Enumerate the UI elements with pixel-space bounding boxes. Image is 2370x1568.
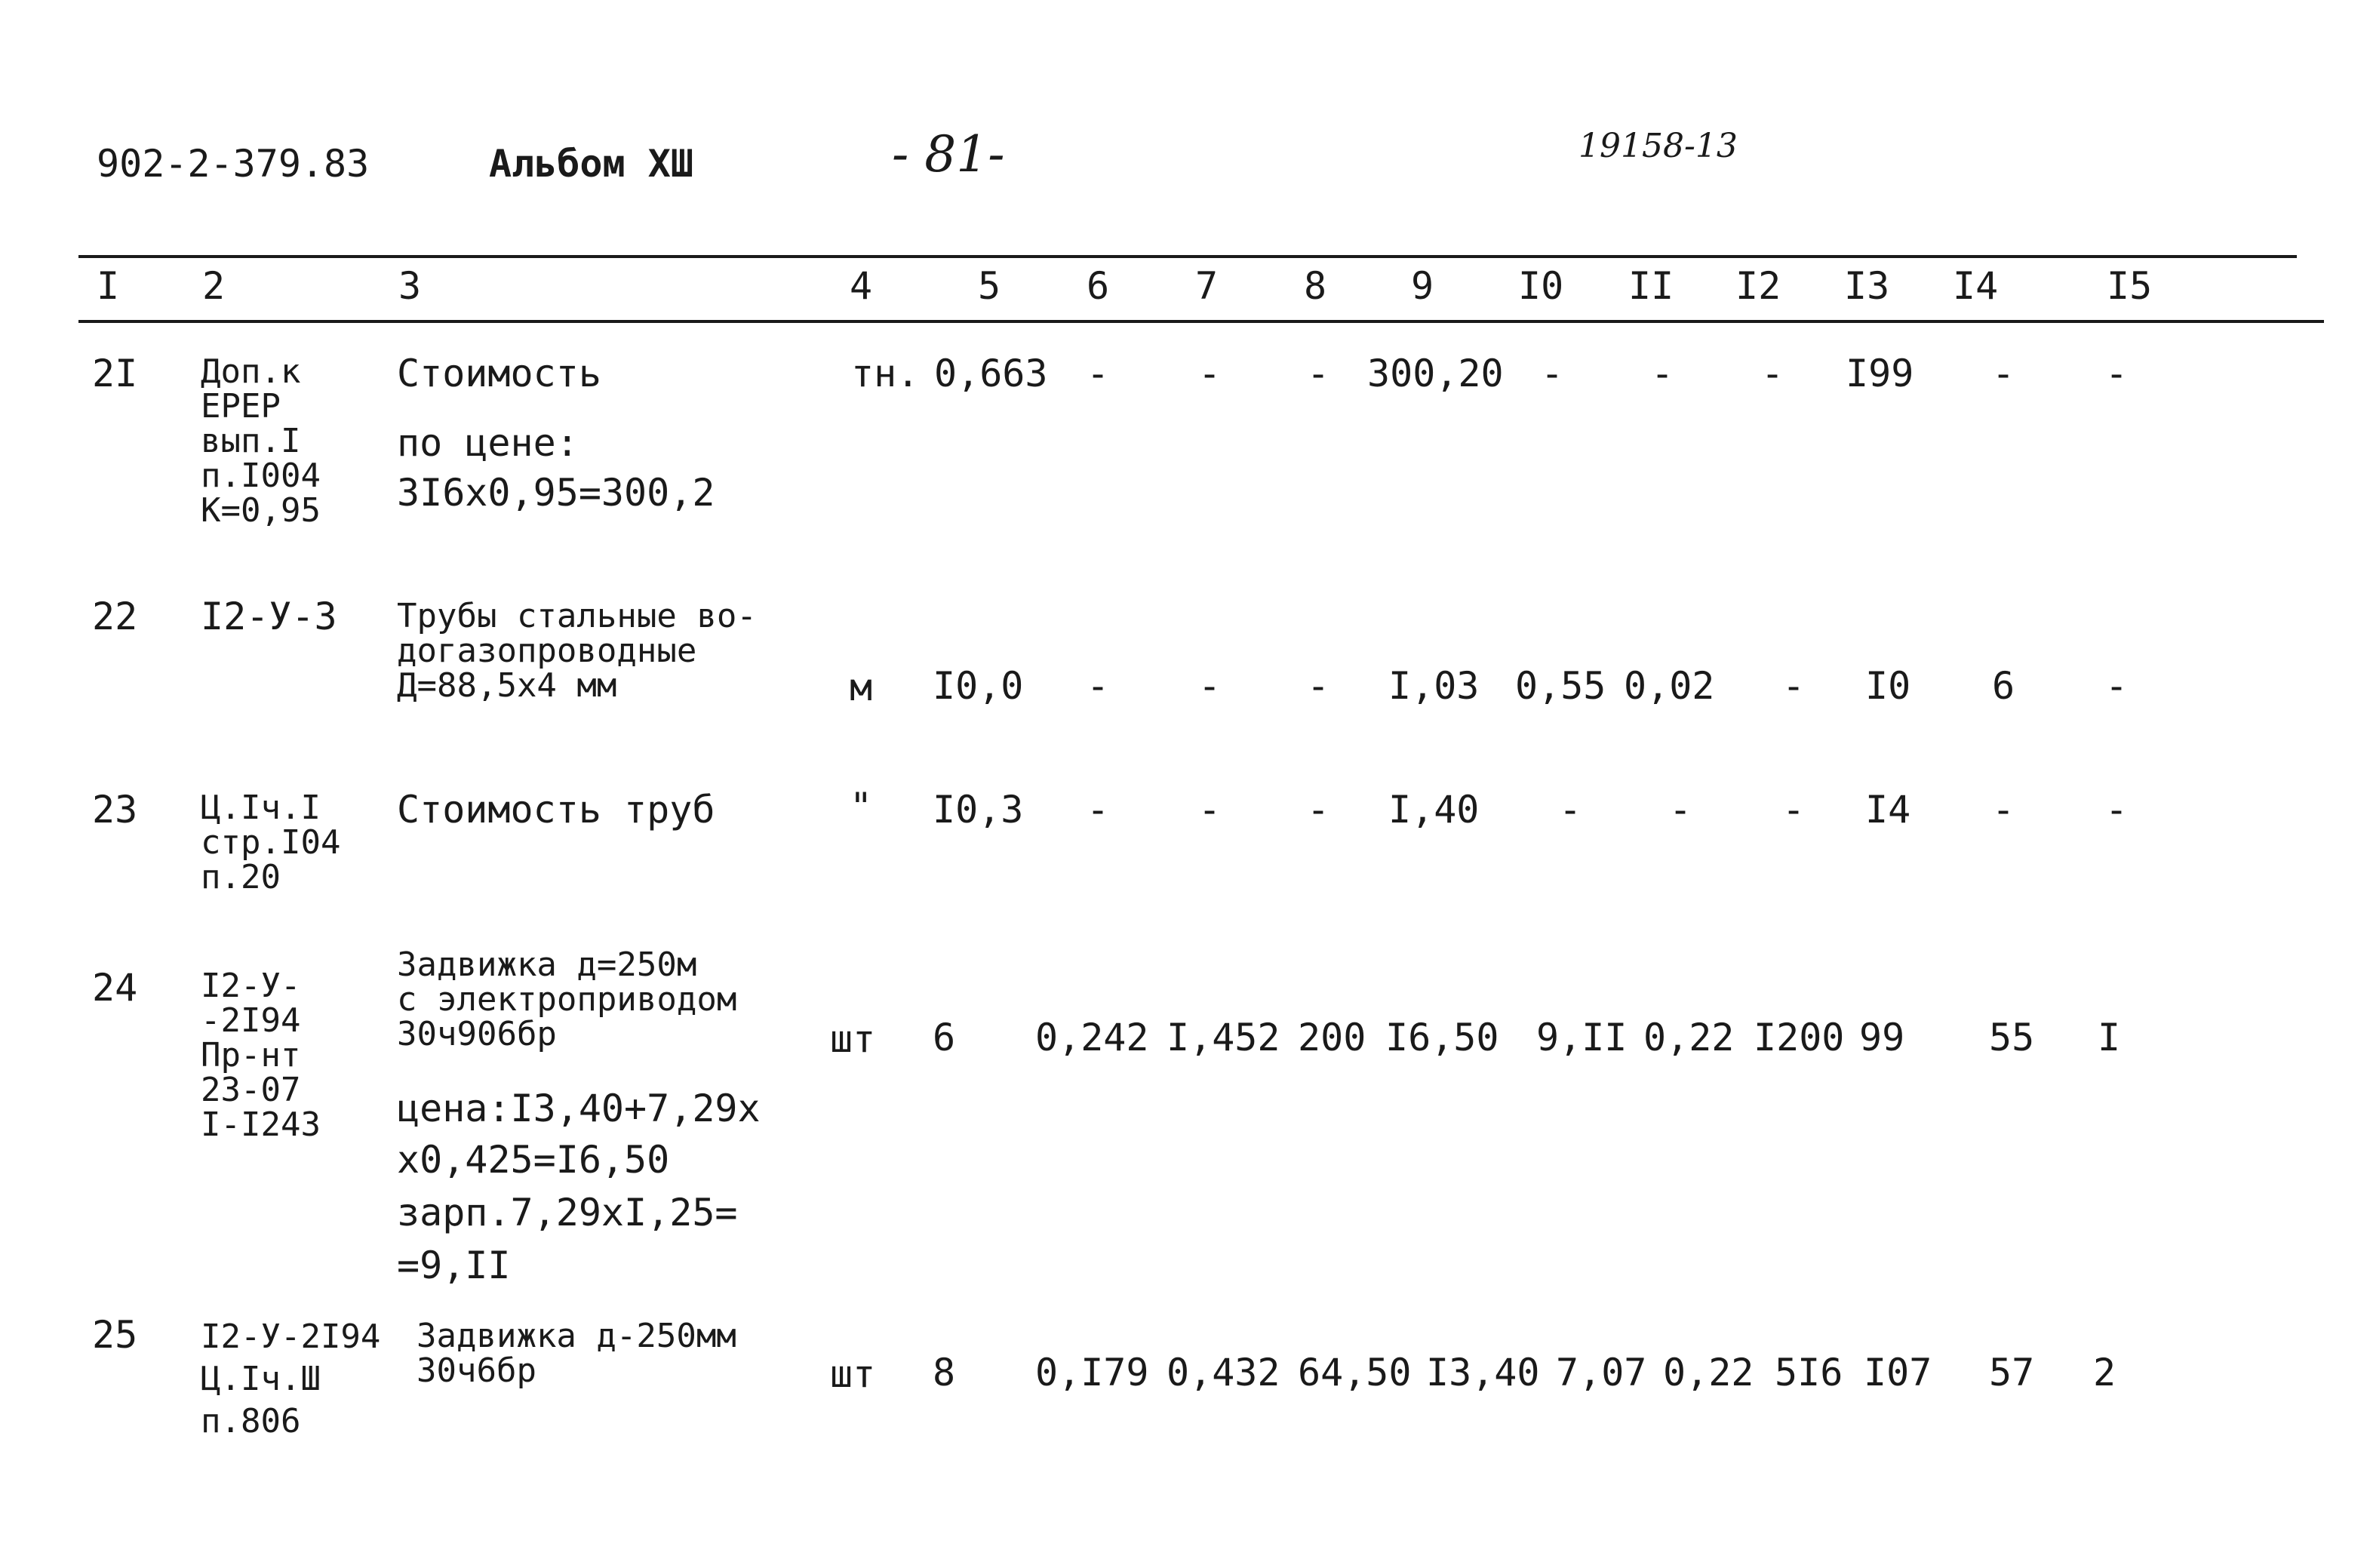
cell-col-10: 9,II (1536, 1016, 1628, 1059)
unit-cell: шт (830, 1352, 876, 1396)
cell-col-5: 0,663 (934, 352, 1048, 395)
cell-col-6: - (1087, 352, 1110, 395)
column-header-9: 9 (1411, 264, 1434, 308)
column-header-13: I3 (1844, 264, 1890, 308)
column-header-8: 8 (1304, 264, 1327, 308)
column-header-1: I (97, 264, 120, 308)
cell-col-15: - (2105, 664, 2129, 708)
cell-col-9: 300,20 (1367, 352, 1504, 395)
cell-col-15: - (2105, 352, 2129, 395)
reference-cell: Доп.к ЕРЕР вып.I п.I004 К=0,95 (201, 352, 321, 530)
description-line: Стоимость труб (397, 788, 715, 832)
cell-col-13: 99 (1859, 1016, 1905, 1059)
reference-cell: I2-У-2I94 Ц.Iч.Ш п.806 (201, 1317, 381, 1440)
document-code: 902-2-379.83 (97, 142, 370, 186)
cell-col-7: - (1198, 352, 1222, 395)
description-heading: Задвижка д=250м с электроприводом 30ч906бр (397, 945, 737, 1053)
cell-col-11: 0,02 (1624, 664, 1715, 708)
cell-col-14: - (1992, 788, 2015, 832)
description-line: по цене: (397, 421, 579, 465)
column-header-14: I4 (1953, 264, 1999, 308)
reference-cell: Ц.Iч.I стр.I04 п.20 (201, 789, 341, 896)
cell-col-10: 0,55 (1515, 664, 1606, 708)
cell-col-6: - (1087, 664, 1110, 708)
cell-col-10: 7,07 (1556, 1351, 1647, 1394)
cell-col-14: 57 (1989, 1351, 2035, 1394)
cell-col-12: I200 (1754, 1016, 1845, 1059)
row-number: 25 (92, 1313, 138, 1357)
cell-col-15: 2 (2093, 1351, 2116, 1394)
cell-col-7: I,452 (1167, 1016, 1280, 1059)
column-header-12: I2 (1735, 264, 1781, 308)
row-number: 2I (92, 352, 138, 395)
cell-col-10: - (1559, 788, 1582, 832)
cell-col-11: 0,22 (1663, 1351, 1754, 1394)
row-number: 22 (92, 595, 138, 638)
column-header-3: 3 (398, 264, 422, 308)
column-header-6: 6 (1087, 264, 1110, 308)
cell-col-11: - (1669, 788, 1692, 832)
cell-col-6: - (1087, 788, 1110, 832)
row-number: 24 (92, 966, 138, 1010)
cell-col-8: - (1307, 788, 1330, 832)
cell-col-8: - (1307, 664, 1330, 708)
cell-col-13: I0 (1865, 664, 1911, 708)
page-number: - 81- (892, 125, 1005, 183)
column-header-4: 4 (850, 264, 873, 308)
table-header-rule (78, 320, 2324, 323)
cell-col-12: - (1782, 788, 1806, 832)
cell-col-5: I0,0 (933, 664, 1024, 708)
cell-col-12: - (1761, 352, 1784, 395)
cell-col-7: 0,432 (1167, 1351, 1280, 1394)
unit-cell: тн. (851, 352, 920, 395)
description-cell: Трубы стальные во- догазопроводные Д=88,5х4 мм (397, 597, 757, 705)
column-header-15: I5 (2107, 264, 2153, 308)
column-header-10: I0 (1518, 264, 1564, 308)
description-line: зарп.7,29хI,25= (397, 1191, 738, 1234)
cell-col-5: 6 (933, 1016, 956, 1059)
cell-col-13: I4 (1865, 788, 1911, 832)
cell-col-6: 0,I79 (1035, 1351, 1149, 1394)
album-label: Альбом XШ (489, 142, 693, 186)
cell-col-15: - (2105, 788, 2129, 832)
column-header-7: 7 (1195, 264, 1219, 308)
unit-cell: " (850, 785, 873, 829)
description-line: Стоимость (397, 352, 601, 395)
table-top-rule (78, 255, 2297, 258)
description-line: х0,425=I6,50 (397, 1138, 670, 1182)
column-header-5: 5 (978, 264, 1001, 308)
description-cell: Задвижка д-250мм 30ч6бр (417, 1317, 736, 1390)
reference-cell: I2-У- -2I94 Пр-нт 23-07 I-I243 (201, 967, 321, 1144)
cell-col-13: I07 (1864, 1351, 1932, 1394)
reference-cell: I2-У-3 (201, 595, 337, 638)
column-header-11: II (1628, 264, 1674, 308)
cell-col-8: 200 (1298, 1016, 1366, 1059)
cell-col-9: I6,50 (1385, 1016, 1499, 1059)
cell-col-12: 5I6 (1775, 1351, 1843, 1394)
description-line: =9,II (397, 1244, 511, 1287)
handwritten-archive-code: 19158-13 (1578, 127, 1738, 165)
cell-col-11: 0,22 (1643, 1016, 1735, 1059)
cell-col-7: - (1198, 664, 1222, 708)
cell-col-9: I,03 (1388, 664, 1480, 708)
cell-col-6: 0,242 (1035, 1016, 1149, 1059)
description-line: цена:I3,40+7,29х (397, 1087, 761, 1130)
cell-col-14: 55 (1989, 1016, 2035, 1059)
cell-col-9: I3,40 (1426, 1351, 1540, 1394)
cell-col-11: - (1651, 352, 1674, 395)
cell-col-12: - (1782, 664, 1806, 708)
cell-col-5: I0,3 (933, 788, 1024, 832)
cell-col-10: - (1541, 352, 1564, 395)
cell-col-14: 6 (1992, 664, 2015, 708)
cell-col-15: I (2098, 1016, 2121, 1059)
cell-col-5: 8 (933, 1351, 956, 1394)
unit-cell: шт (830, 1017, 876, 1061)
cell-col-9: I,40 (1388, 788, 1480, 832)
cell-col-14: - (1992, 352, 2015, 395)
cell-col-13: I99 (1846, 352, 1914, 395)
row-number: 23 (92, 788, 138, 832)
column-header-2: 2 (202, 264, 226, 308)
description-line: 3I6х0,95=300,2 (397, 471, 715, 515)
unit-cell: м (850, 666, 873, 709)
cell-col-8: 64,50 (1298, 1351, 1412, 1394)
cell-col-7: - (1198, 788, 1222, 832)
cell-col-8: - (1307, 352, 1330, 395)
